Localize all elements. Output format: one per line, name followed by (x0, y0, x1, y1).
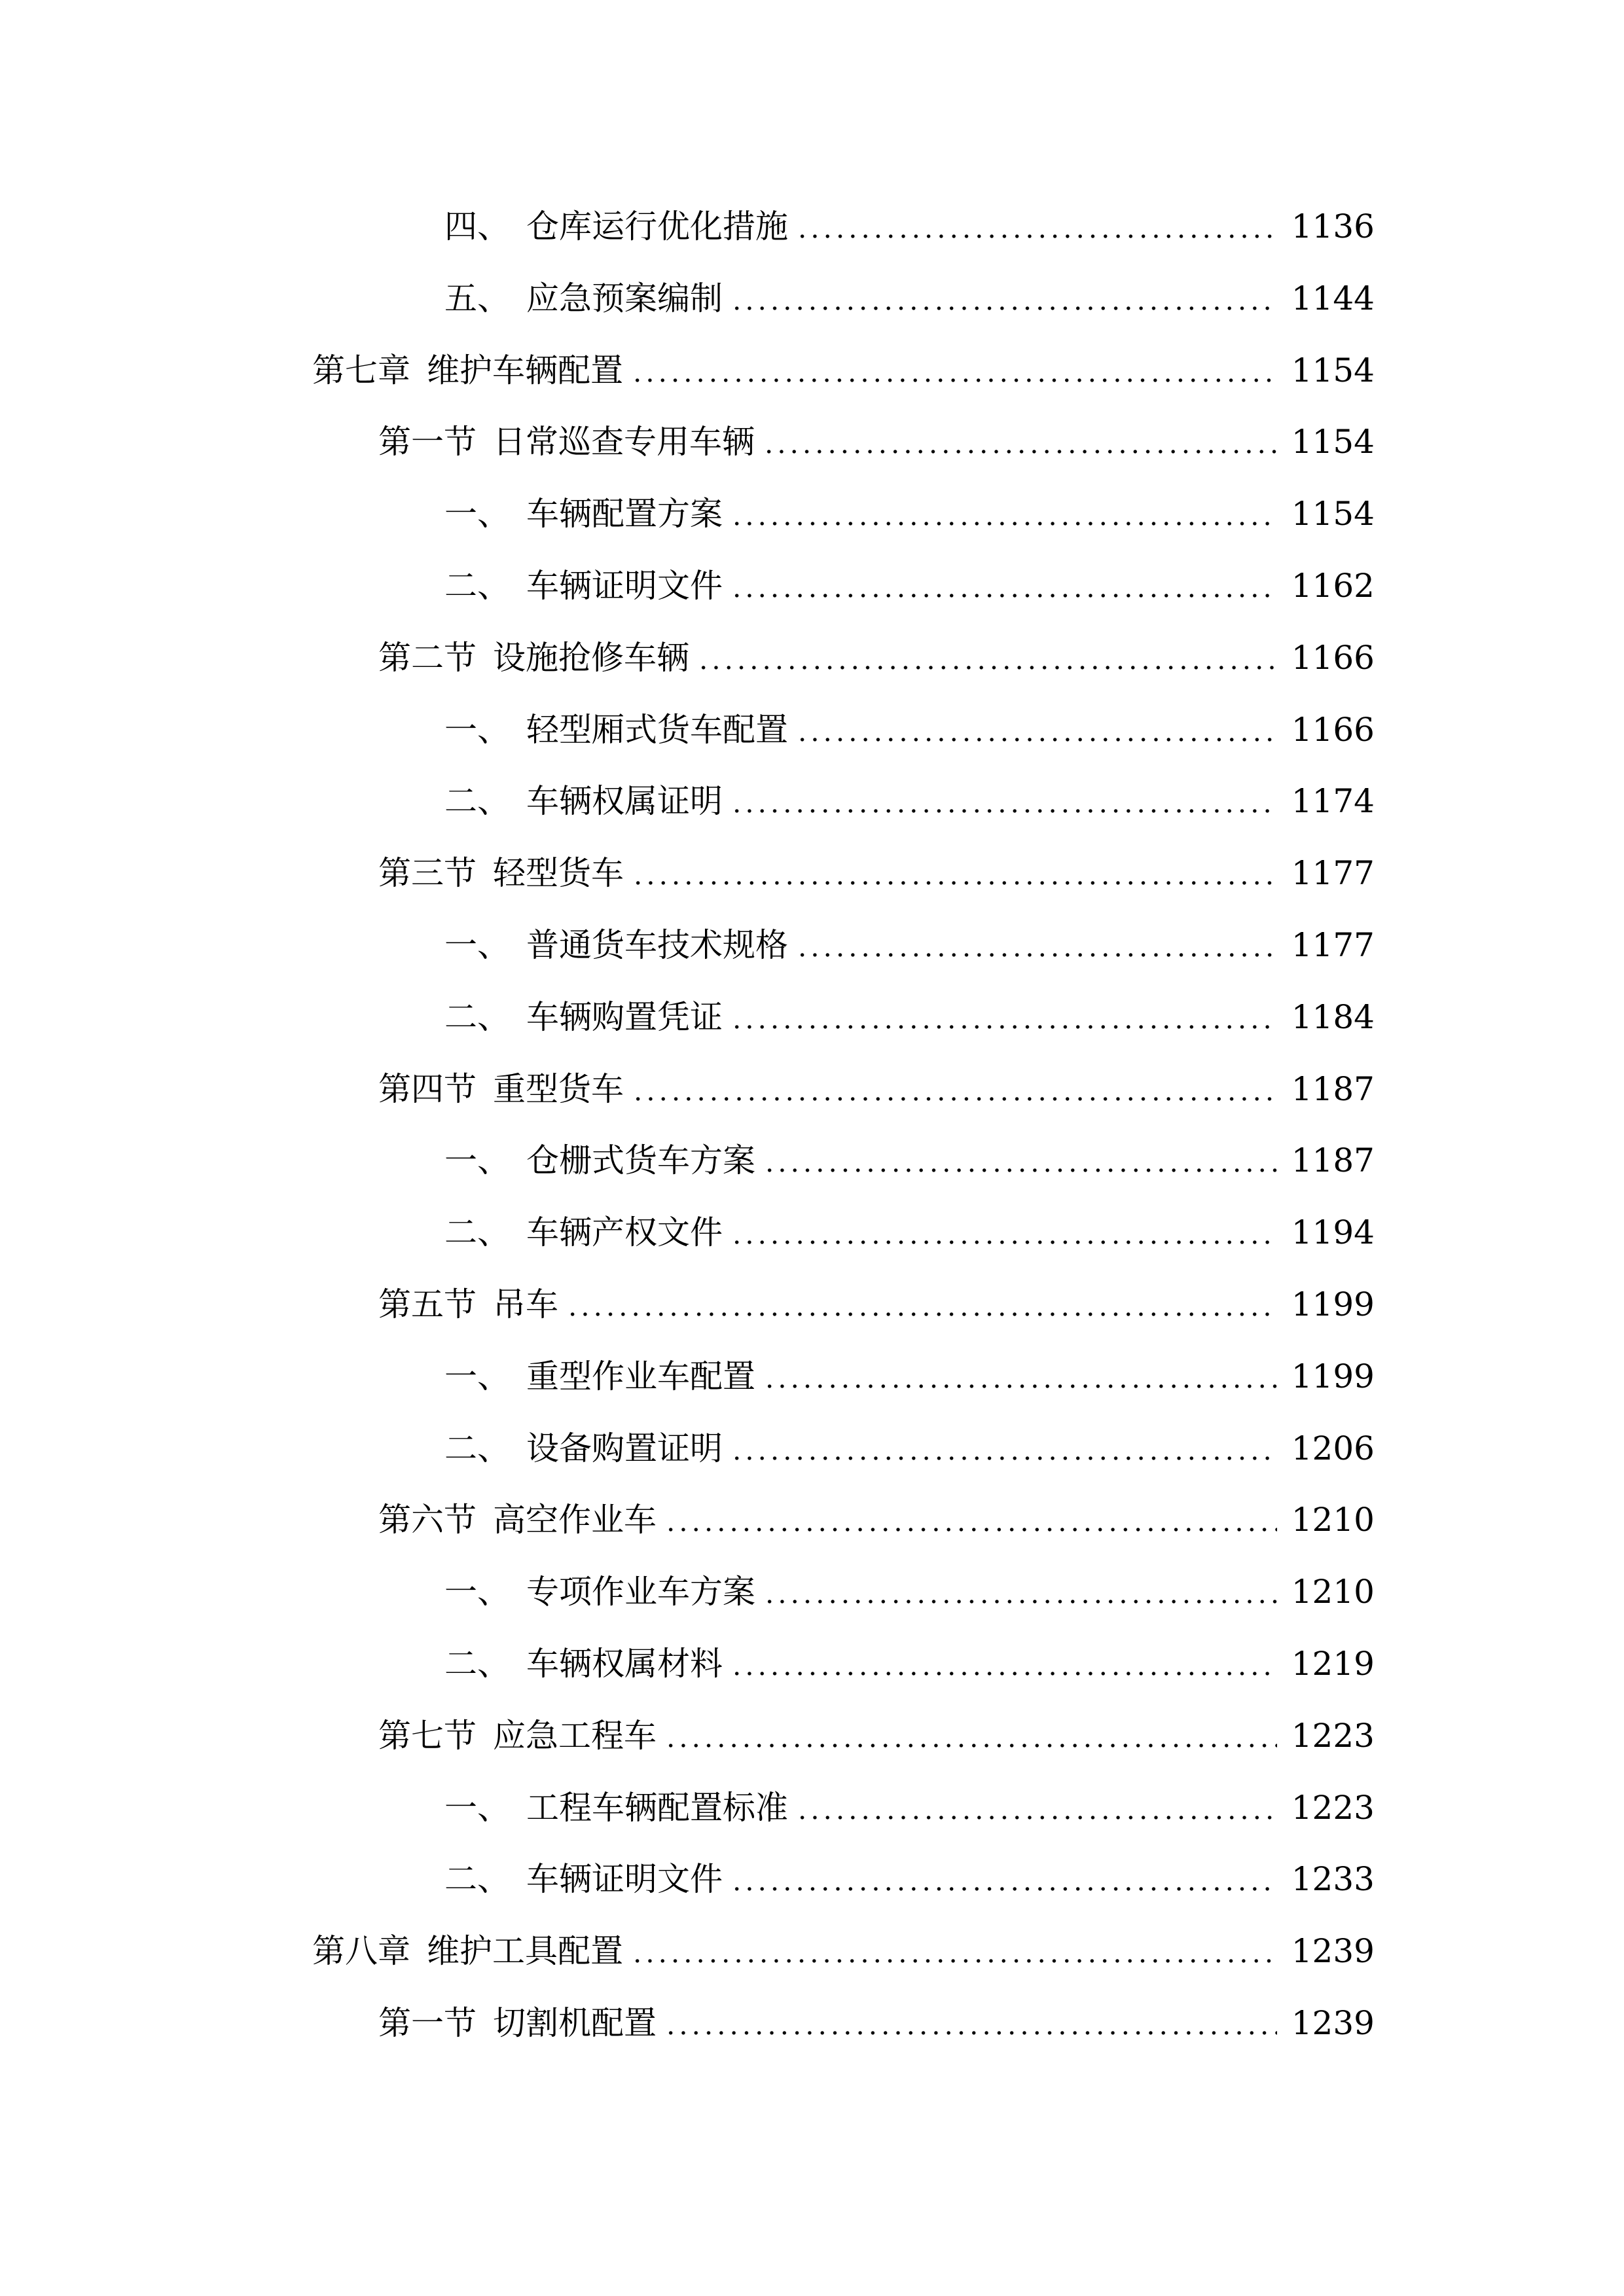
toc-item-entry (0, 1125, 1624, 1197)
item-number: 二、 (444, 566, 510, 605)
item-title: 工程车辆配置标准 (526, 1788, 788, 1827)
item-title: 车辆证明文件 (526, 566, 723, 605)
page-number: 1187 (1291, 1069, 1375, 1108)
item-title: 车辆权属证明 (526, 782, 723, 821)
section-title: 重型货车 (493, 1069, 624, 1108)
dot-leader (731, 263, 1277, 335)
toc-item-entry (0, 910, 1624, 982)
item-number: 一、 (444, 710, 510, 749)
page-number: 1210 (1291, 1501, 1375, 1539)
page-number: 1154 (1291, 351, 1375, 389)
page-number: 1194 (1291, 1213, 1375, 1252)
dot-leader (631, 1916, 1277, 1988)
item-title: 车辆产权文件 (526, 1213, 723, 1252)
chapter-number: 第七章 (312, 351, 410, 389)
page-number: 1184 (1291, 997, 1375, 1036)
section-number: 第四节 (378, 1069, 477, 1108)
page-number: 1206 (1291, 1429, 1375, 1467)
section-number: 第三节 (378, 854, 477, 893)
item-number: 四、 (444, 207, 510, 245)
item-title: 车辆证明文件 (526, 1860, 723, 1899)
section-title: 日常巡查专用车辆 (493, 423, 755, 461)
item-title: 车辆配置方案 (526, 495, 723, 533)
dot-leader (796, 694, 1277, 766)
item-title: 仓库运行优化措施 (526, 207, 788, 245)
toc-item-entry (0, 263, 1624, 335)
toc-item-entry (0, 694, 1624, 766)
item-number: 五、 (444, 279, 510, 317)
chapter-number: 第八章 (312, 1932, 410, 1971)
dot-leader (697, 622, 1277, 694)
toc-item-entry (0, 1556, 1624, 1628)
dot-leader (796, 1772, 1277, 1844)
page-number: 1166 (1291, 638, 1375, 677)
table-of-contents (0, 191, 1624, 2060)
item-number: 二、 (444, 1213, 510, 1252)
dot-leader (763, 1125, 1277, 1197)
dot-leader (632, 1054, 1277, 1126)
item-title: 应急预案编制 (526, 279, 723, 317)
section-number: 第一节 (378, 423, 477, 461)
item-number: 一、 (444, 925, 510, 964)
section-title: 设施抢修车辆 (493, 638, 689, 677)
dot-leader (731, 982, 1277, 1054)
page-number: 1177 (1291, 925, 1375, 964)
dot-leader (731, 1197, 1277, 1269)
page-number: 1154 (1291, 495, 1375, 533)
toc-chapter-entry (0, 335, 1624, 407)
item-number: 二、 (444, 1429, 510, 1467)
page-number: 1174 (1291, 782, 1375, 821)
toc-item-entry (0, 766, 1624, 838)
item-number: 一、 (444, 1141, 510, 1180)
section-number: 第二节 (378, 638, 477, 677)
toc-item-entry (0, 1413, 1624, 1485)
page-number: 1162 (1291, 566, 1375, 605)
toc-item-entry (0, 550, 1624, 622)
chapter-title: 维护车辆配置 (427, 351, 623, 389)
item-number: 一、 (444, 1357, 510, 1395)
item-title: 轻型厢式货车配置 (526, 710, 788, 749)
section-number: 第六节 (378, 1501, 477, 1539)
item-title: 车辆购置凭证 (526, 997, 723, 1036)
page-number: 1239 (1291, 1932, 1375, 1971)
toc-section-entry (0, 838, 1624, 910)
item-number: 二、 (444, 782, 510, 821)
item-title: 车辆权属材料 (526, 1644, 723, 1683)
toc-chapter-entry (0, 1916, 1624, 1988)
page-number: 1199 (1291, 1285, 1375, 1323)
dot-leader (566, 1269, 1277, 1341)
toc-item-entry (0, 1341, 1624, 1413)
item-title: 重型作业车配置 (526, 1357, 755, 1395)
toc-section-entry (0, 1484, 1624, 1556)
toc-item-entry (0, 1628, 1624, 1700)
page-number: 1136 (1291, 207, 1375, 245)
toc-section-entry (0, 1700, 1624, 1772)
dot-leader (796, 191, 1277, 263)
dot-leader (731, 1413, 1277, 1485)
section-number: 第五节 (378, 1285, 477, 1323)
toc-section-entry (0, 1054, 1624, 1126)
dot-leader (664, 1484, 1277, 1556)
page-number: 1177 (1291, 854, 1375, 893)
page-number: 1166 (1291, 710, 1375, 749)
page-number: 1210 (1291, 1573, 1375, 1611)
item-number: 一、 (444, 1788, 510, 1827)
dot-leader (632, 838, 1277, 910)
toc-section-entry (0, 622, 1624, 694)
item-title: 设备购置证明 (526, 1429, 723, 1467)
section-title: 轻型货车 (493, 854, 624, 893)
section-title: 应急工程车 (493, 1716, 657, 1755)
item-number: 二、 (444, 1860, 510, 1899)
item-number: 一、 (444, 1573, 510, 1611)
page-number: 1187 (1291, 1141, 1375, 1180)
dot-leader (731, 766, 1277, 838)
page-number: 1144 (1291, 279, 1375, 317)
dot-leader (763, 406, 1277, 478)
toc-section-entry (0, 1988, 1624, 2060)
section-number: 第一节 (378, 2003, 477, 2042)
dot-leader (731, 550, 1277, 622)
toc-item-entry (0, 1197, 1624, 1269)
page-number: 1233 (1291, 1860, 1375, 1899)
section-title: 切割机配置 (493, 2003, 657, 2042)
page-number: 1239 (1291, 2003, 1375, 2042)
page-number: 1154 (1291, 423, 1375, 461)
item-title: 专项作业车方案 (526, 1573, 755, 1611)
item-title: 普通货车技术规格 (526, 925, 788, 964)
chapter-title: 维护工具配置 (427, 1932, 623, 1971)
dot-leader (731, 1628, 1277, 1700)
toc-section-entry (0, 406, 1624, 478)
item-number: 一、 (444, 495, 510, 533)
dot-leader (664, 1988, 1277, 2060)
dot-leader (763, 1341, 1277, 1413)
toc-item-entry (0, 191, 1624, 263)
toc-item-entry (0, 478, 1624, 550)
item-number: 二、 (444, 997, 510, 1036)
section-number: 第七节 (378, 1716, 477, 1755)
dot-leader (631, 335, 1277, 407)
dot-leader (731, 478, 1277, 550)
page-number: 1199 (1291, 1357, 1375, 1395)
page-number: 1223 (1291, 1788, 1375, 1827)
page-number: 1223 (1291, 1716, 1375, 1755)
dot-leader (796, 910, 1277, 982)
item-number: 二、 (444, 1644, 510, 1683)
toc-item-entry (0, 982, 1624, 1054)
dot-leader (664, 1700, 1277, 1772)
item-title: 仓栅式货车方案 (526, 1141, 755, 1180)
dot-leader (731, 1844, 1277, 1916)
section-title: 吊车 (493, 1285, 558, 1323)
page-number: 1219 (1291, 1644, 1375, 1683)
toc-item-entry (0, 1844, 1624, 1916)
toc-section-entry (0, 1269, 1624, 1341)
toc-item-entry (0, 1772, 1624, 1844)
dot-leader (763, 1556, 1277, 1628)
section-title: 高空作业车 (493, 1501, 657, 1539)
